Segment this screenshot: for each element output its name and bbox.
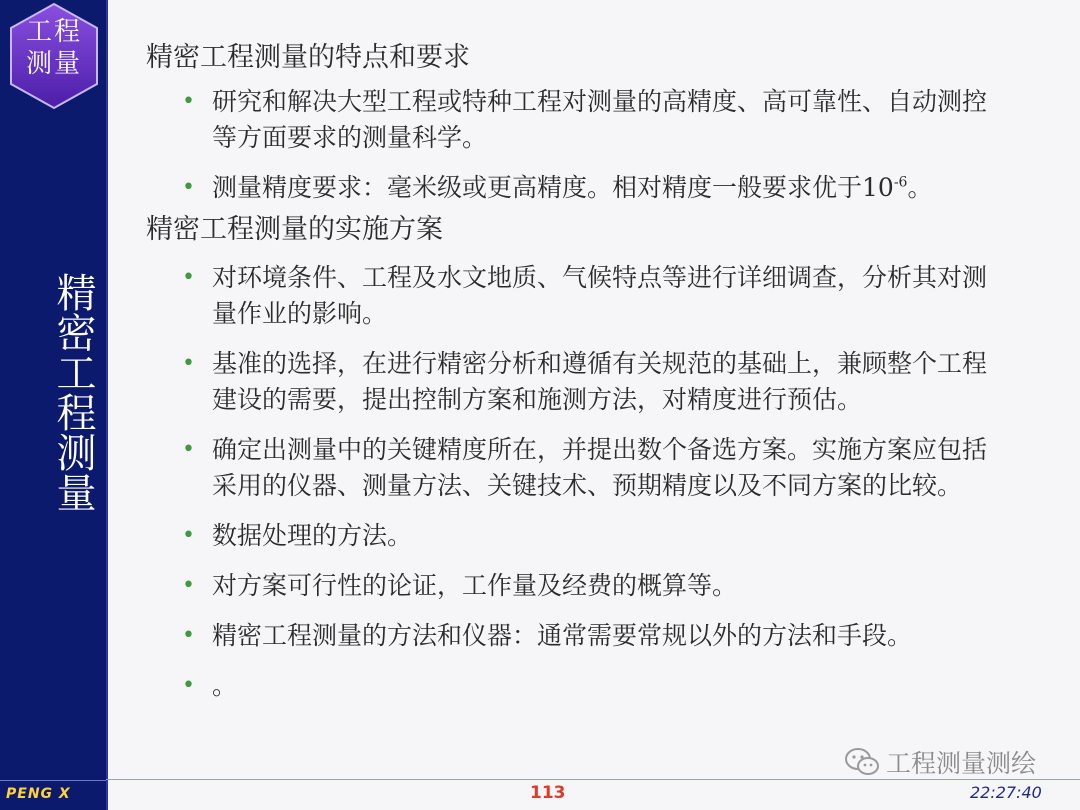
list-item: [146, 432, 1056, 504]
vertical-title-char: 量: [50, 472, 96, 512]
logo-line-1: 工程: [25, 17, 82, 47]
watermark: [844, 744, 1036, 780]
bullet-icon: •: [182, 437, 195, 462]
list-item-text: 精密工程测量的方法和仪器：通常需要常规以外的方法和手段。: [212, 621, 913, 650]
section-2-title: 精密工程测量的实施方案: [146, 214, 443, 245]
page-number: 113: [530, 783, 566, 803]
list-item: [146, 170, 1056, 206]
list-item: [146, 668, 1056, 704]
list-item: [146, 618, 1056, 654]
list-item: [146, 518, 1056, 554]
list-item-text: 确定出测量中的关键精度所在，并提出数个备选方案。实施方案应包括: [212, 435, 988, 464]
list-item-text: 等方面要求的测量科学。: [212, 123, 488, 152]
list-item-text: 基准的选择，在进行精密分析和遵循有关规范的基础上，兼顾整个工程: [212, 349, 988, 378]
watermark-text: 工程测量测绘: [886, 749, 1037, 778]
bullet-icon: •: [182, 175, 195, 200]
sidebar: [0, 0, 108, 810]
list-item: [146, 568, 1056, 604]
sidebar-divider: [0, 780, 106, 781]
clock-time: 22:27:40: [970, 783, 1042, 802]
superscript: -6: [893, 174, 908, 191]
wechat-icon: [844, 747, 880, 777]
list-item: [146, 260, 1056, 332]
logo-line-2: 测量: [25, 49, 82, 79]
bullet-icon: •: [182, 89, 195, 114]
bullet-icon: •: [182, 523, 195, 548]
vertical-title-char: 密: [50, 312, 96, 352]
list-item-text: 建设的需要，提出控制方案和施测方法，对精度进行预估。: [212, 385, 863, 414]
logo-text: [8, 16, 100, 80]
bullet-icon: •: [182, 573, 195, 598]
bullet-icon: •: [182, 265, 195, 290]
vertical-title-char: 精: [50, 272, 96, 312]
list-item-text: 对方案可行性的论证，工作量及经费的概算等。: [212, 571, 738, 600]
list-item-text: 数据处理的方法。: [212, 521, 413, 550]
slide-content: [146, 38, 1056, 704]
vertical-title-char: 程: [50, 392, 96, 432]
list-item-text: 采用的仪器、测量方法、关键技术、预期精度以及不同方案的比较。: [212, 471, 963, 500]
bullet-icon: •: [182, 623, 195, 648]
list-item-text: 研究和解决大型工程或特种工程对测量的高精度、高可靠性、自动测控: [212, 87, 988, 116]
author-label: PENG X: [6, 786, 71, 802]
vertical-title: [0, 262, 96, 522]
vertical-title-char: 测: [50, 432, 96, 472]
list-item-text: 对环境条件、工程及水文地质、气候特点等进行详细调查，分析其对测: [212, 263, 988, 292]
list-item-text: 测量精度要求：毫米级或更高精度。相对精度一般要求优于10: [212, 173, 894, 202]
bullet-icon: •: [182, 351, 195, 376]
list-item-text: 。: [907, 173, 933, 202]
list-item: [146, 346, 1056, 418]
footer-divider: [106, 779, 1080, 780]
list-item-text: 量作业的影响。: [212, 299, 388, 328]
vertical-title-char: 工: [50, 352, 96, 392]
bullet-icon: •: [182, 673, 195, 698]
list-item-text: 。: [212, 671, 238, 700]
list-item: [146, 84, 1056, 156]
section-1-title: 精密工程测量的特点和要求: [146, 42, 470, 73]
